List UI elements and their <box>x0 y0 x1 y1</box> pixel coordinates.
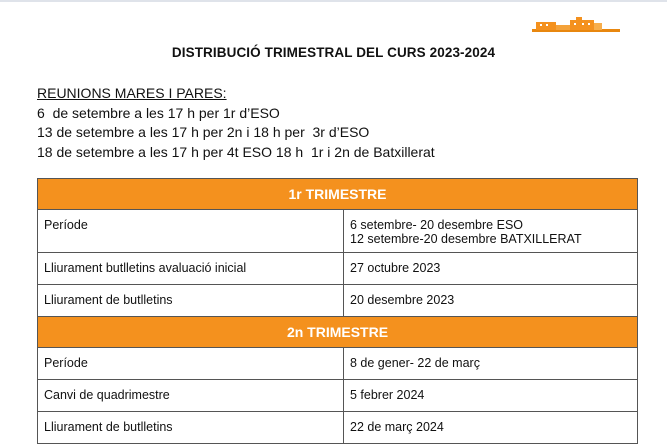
table-row <box>38 210 638 253</box>
school-logo <box>532 17 620 35</box>
row-value: 20 desembre 2023 <box>344 285 638 317</box>
row-label: Període <box>38 348 344 380</box>
top-divider <box>0 0 667 2</box>
term-schedule-table <box>37 178 638 444</box>
meeting-line: 6 de setembre a les 17 h per 1r d’ESO <box>37 104 280 121</box>
meetings-heading: REUNIONS MARES I PARES: <box>37 85 227 101</box>
document-title: DISTRIBUCIÓ TRIMESTRAL DEL CURS 2023-2024 <box>171 45 496 60</box>
parent-meetings-section <box>37 84 435 162</box>
term-title: 2n TRIMESTRE <box>38 317 638 348</box>
period-batxillerat: 12 setembre-20 desembre BATXILLERAT <box>350 232 582 246</box>
table-row <box>38 253 638 285</box>
table-row <box>38 380 638 412</box>
period-eso: 6 setembre- 20 desembre ESO <box>350 218 523 232</box>
table-row <box>38 285 638 317</box>
row-label: Canvi de quadrimestre <box>38 380 344 412</box>
term-title: 1r TRIMESTRE <box>38 179 638 210</box>
row-label: Lliurament de butlletins <box>38 412 344 444</box>
table-row <box>38 348 638 380</box>
row-label: Període <box>38 210 344 253</box>
meeting-line: 13 de setembre a les 17 h per 2n i 18 h per 3r d’ESO <box>37 124 370 140</box>
row-value <box>344 210 638 253</box>
term-header-row <box>38 179 638 210</box>
meeting-line: 18 de setembre a les 17 h per 4t ESO 18 h 1r i 2n de Batxillerat <box>37 143 435 160</box>
row-value: 27 octubre 2023 <box>344 253 638 285</box>
term-header-row <box>38 317 638 348</box>
row-value: 5 febrer 2024 <box>344 380 638 412</box>
row-label: Lliurament de butlletins <box>38 285 344 317</box>
row-value: 22 de març 2024 <box>344 412 638 444</box>
row-value: 8 de gener- 22 de març <box>344 348 638 380</box>
table-row <box>38 412 638 444</box>
row-label: Lliurament butlletins avaluació inicial <box>38 253 344 285</box>
